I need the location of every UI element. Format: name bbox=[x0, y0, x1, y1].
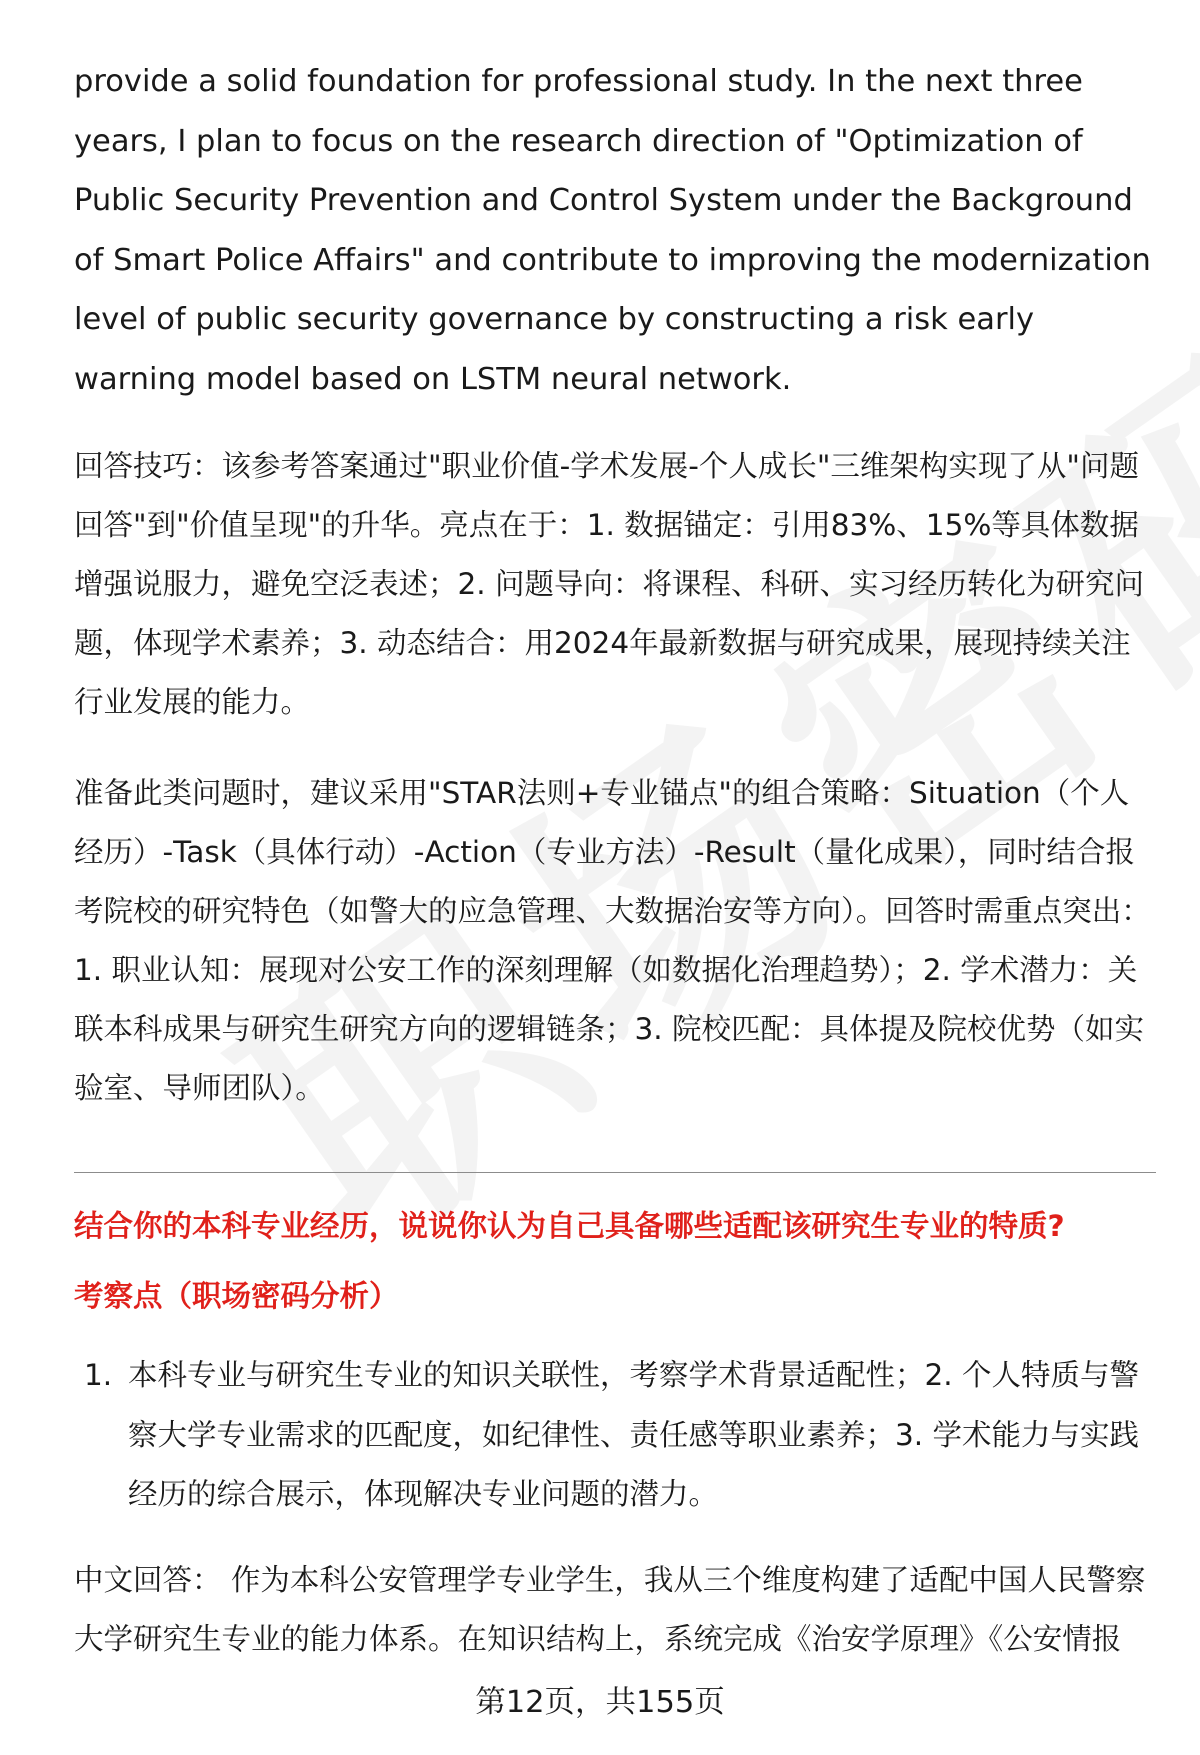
answer-tips-paragraph: 回答技巧：该参考答案通过"职业价值-学术发展-个人成长"三维架构实现了从"问题回答"到"价值呈现"的升华。亮点在于：1. 数据锚定：引用83%、15%等具体数据增强说服力，避免空泛表述；2. 问题导向：将课程、科研、实习经历转化为研究问题，体现学术素养；3. 动态结合：用2024年最新数据与研究成果，展现持续关注行业发展的能力。 bbox=[74, 449, 1145, 719]
assessment-points-heading: 考察点（职场密码分析） bbox=[74, 1279, 399, 1313]
chinese-answer-paragraph: 中文回答： 作为本科公安管理学专业学生，我从三个维度构建了适配中国人民警察大学研究生专业的能力体系。在知识结构上，系统完成《治安学原理》《公安情报 bbox=[74, 1563, 1146, 1656]
list-item bbox=[74, 1346, 1156, 1525]
list-item-number: 1. bbox=[84, 1358, 113, 1392]
question-heading: 结合你的本科专业经历，说说你认为自己具备哪些适配该研究生专业的特质? bbox=[74, 1209, 1065, 1243]
list-item-text: 本科专业与研究生专业的知识关联性，考察学术背景适配性；2. 个人特质与警察大学专业需求的匹配度，如纪律性、责任感等职业素养；3. 学术能力与实践经历的综合展示，体现解决专业问题的潜力。 bbox=[128, 1358, 1140, 1511]
english-paragraph: provide a solid foundation for professional study. In the next three years, I plan to focus on the research direction of "Optimization of Public Security Prevention and Control System under the Background of Smart Police Affairs" and contribute to improving the modernization level of public security governance by constructing a risk early warning model based on LSTM neural network. bbox=[74, 64, 1151, 397]
assessment-points-list bbox=[74, 1346, 1156, 1525]
section-divider bbox=[74, 1172, 1156, 1173]
page-footer: 第12页，共155页 bbox=[475, 1685, 725, 1720]
preparation-advice-paragraph: 准备此类问题时，建议采用"STAR法则+专业锚点"的组合策略：Situation（个人经历）-Task（具体行动）-Action（专业方法）-Result（量化成果），同时结合报考院校的研究特色（如警大的应急管理、大数据治安等方向）。回答时需重点突出：1. 职业认知：展现对公安工作的深刻理解（如数据化治理趋势）；2. 学术潜力：关联本科成果与研究生研究方向的逻辑链条；3. 院校匹配：具体提及院校优势（如实验室、导师团队）。 bbox=[74, 776, 1151, 1105]
